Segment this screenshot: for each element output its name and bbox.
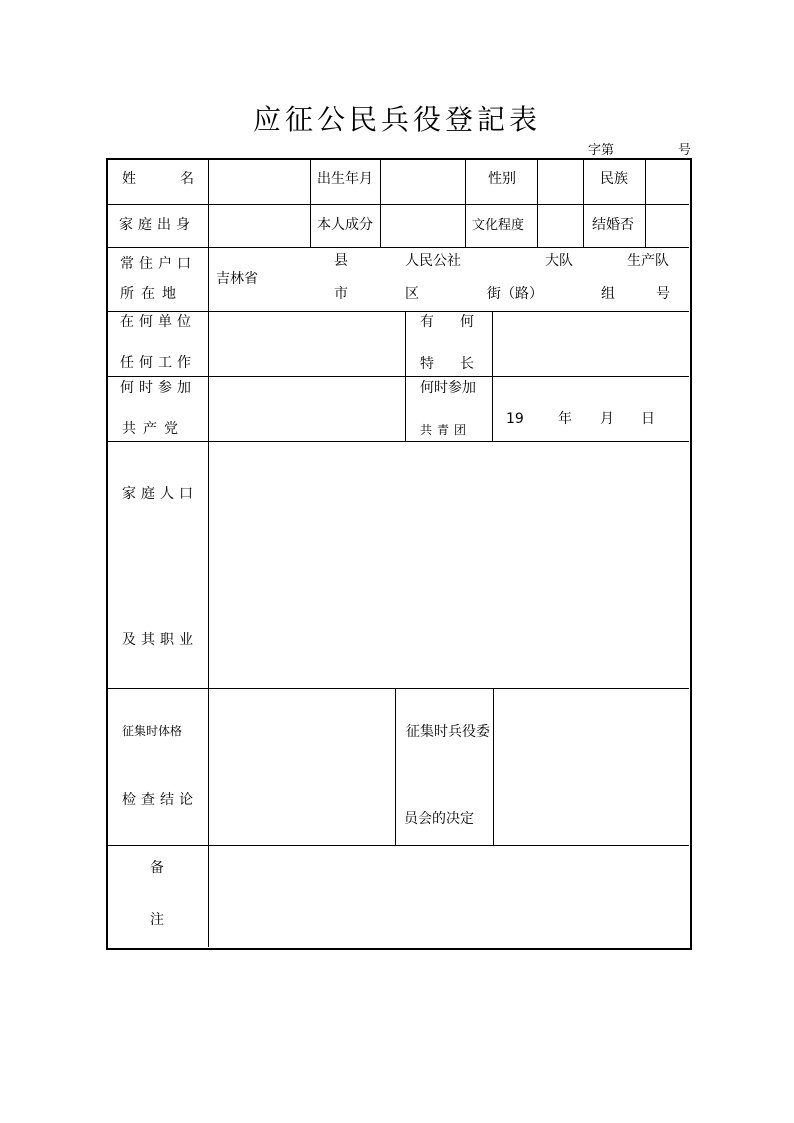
family-members-label: 家庭人口 [122, 486, 198, 502]
row-divider [107, 688, 689, 689]
work-unit-label: 在何单位 [120, 314, 196, 330]
row-divider [107, 247, 689, 248]
row-divider [107, 376, 689, 377]
doc-number-prefix: 字第 [588, 143, 615, 158]
row-divider [107, 204, 689, 205]
family-origin-label: 家庭出身 [119, 217, 195, 233]
committee-decision-label-part1: 征集时兵役委 [406, 724, 490, 740]
column-divider [208, 159, 209, 947]
residence-district: 区 [405, 286, 419, 302]
column-divider [465, 159, 466, 247]
residence-brigade: 大队 [545, 253, 573, 269]
remarks-label-part2: 注 [150, 912, 164, 928]
sex-label: 性别 [488, 171, 516, 187]
column-divider [537, 159, 538, 247]
column-divider [380, 159, 381, 247]
party-label: 共产党 [122, 421, 185, 437]
residence-province: 吉林省 [216, 271, 258, 287]
skill-label-part1: 有 何 [420, 314, 480, 330]
column-divider [492, 311, 493, 441]
form-title: 应征公民兵役登記表 [252, 103, 541, 136]
column-divider [493, 688, 494, 845]
residence-label-part2: 所在地 [120, 286, 183, 302]
doc-number-suffix: 号 [678, 143, 692, 158]
family-occupation-label: 及其职业 [122, 632, 198, 648]
marital-status-label: 结婚否 [592, 217, 634, 233]
work-position-label: 任何工作 [120, 355, 196, 371]
physical-exam-label: 征集时体格 [122, 724, 183, 738]
column-divider [405, 311, 406, 441]
residence-city: 市 [334, 286, 348, 302]
row-divider [107, 845, 689, 846]
date-month: 月 [600, 411, 614, 427]
residence-county: 县 [334, 253, 348, 269]
date-year-prefix: 19 [506, 411, 524, 427]
row-divider [107, 311, 689, 312]
league-label: 共青团 [420, 423, 472, 437]
residence-label-part1: 常住户口 [120, 256, 196, 272]
party-join-label: 何时参加 [120, 380, 196, 396]
row-divider [107, 441, 689, 442]
birth-date-label: 出生年月 [317, 171, 373, 187]
residence-group: 组 [601, 286, 615, 302]
ethnicity-label: 民族 [600, 171, 628, 187]
personal-status-label: 本人成分 [317, 217, 373, 233]
date-day: 日 [641, 411, 655, 427]
remarks-label-part1: 备 [150, 860, 164, 876]
date-year: 年 [558, 411, 572, 427]
name-label-part1: 姓 [122, 171, 136, 187]
column-divider [395, 688, 396, 845]
education-label: 文化程度 [472, 218, 525, 233]
residence-street: 街（路） [487, 286, 543, 302]
column-divider [645, 159, 646, 247]
registration-table [106, 158, 692, 950]
residence-commune: 人民公社 [405, 253, 461, 269]
residence-number: 号 [656, 286, 670, 302]
exam-conclusion-label: 检查结论 [122, 792, 198, 808]
column-divider [583, 159, 584, 247]
skill-label-part2: 特 长 [420, 356, 480, 372]
league-join-label: 何时参加 [420, 380, 476, 396]
column-divider [310, 159, 311, 247]
committee-decision-label-part2: 员会的决定 [404, 811, 474, 827]
residence-team: 生产队 [627, 253, 669, 269]
name-label-part2: 名 [180, 171, 194, 187]
